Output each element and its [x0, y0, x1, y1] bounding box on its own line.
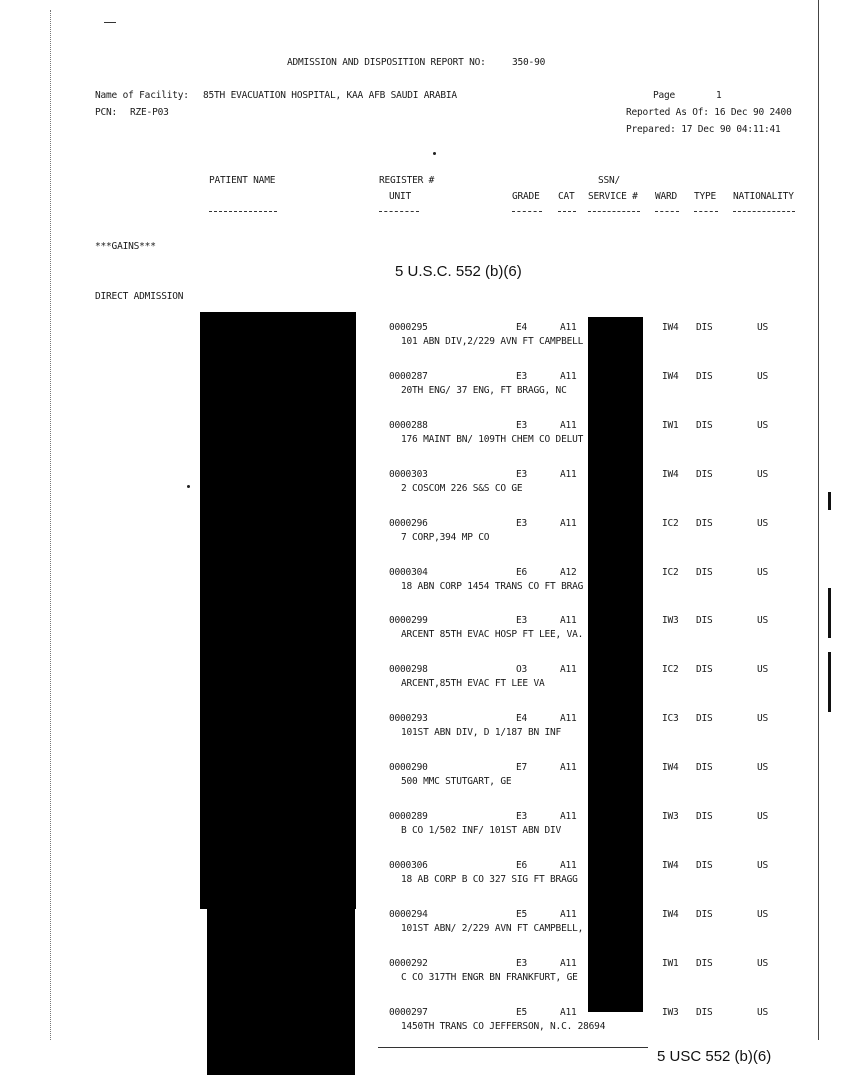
row-unit: 101ST ABN DIV, D 1/187 BN INF	[401, 727, 562, 738]
row-grade: O3	[516, 664, 528, 675]
facility-label: Name of Facility:	[95, 90, 189, 101]
redaction-stamp-top: 5 U.S.C. 552 (b)(6)	[395, 263, 522, 280]
col-register: REGISTER #	[379, 175, 435, 186]
row-cat: A11	[560, 762, 577, 773]
header-underline	[655, 211, 679, 212]
row-cat: A12	[560, 567, 577, 578]
row-nationality: US	[757, 811, 769, 822]
row-ward: IW4	[662, 469, 679, 480]
row-cat: A11	[560, 860, 577, 871]
row-register: 0000303	[389, 469, 428, 480]
row-type: DIS	[696, 420, 713, 431]
row-grade: E6	[516, 567, 528, 578]
row-type: DIS	[696, 615, 713, 626]
row-nationality: US	[757, 1007, 769, 1018]
row-type: DIS	[696, 469, 713, 480]
row-unit: 101 ABN DIV,2/229 AVN FT CAMPBELL	[401, 336, 584, 347]
row-cat: A11	[560, 518, 577, 529]
row-register: 0000292	[389, 958, 428, 969]
header-underline	[512, 211, 542, 212]
row-grade: E4	[516, 322, 528, 333]
row-grade: E5	[516, 1007, 528, 1018]
row-unit: C CO 317TH ENGR BN FRANKFURT, GE	[401, 972, 578, 983]
row-nationality: US	[757, 958, 769, 969]
row-register: 0000288	[389, 420, 428, 431]
row-grade: E7	[516, 762, 528, 773]
row-type: DIS	[696, 518, 713, 529]
row-nationality: US	[757, 762, 769, 773]
row-cat: A11	[560, 420, 577, 431]
row-nationality: US	[757, 518, 769, 529]
col-unit: UNIT	[389, 191, 412, 202]
row-grade: E5	[516, 909, 528, 920]
row-nationality: US	[757, 469, 769, 480]
row-nationality: US	[757, 664, 769, 675]
header-underline	[558, 211, 576, 212]
row-register: 0000294	[389, 909, 428, 920]
row-unit: ARCENT 85TH EVAC HOSP FT LEE, VA.	[401, 629, 584, 640]
row-register: 0000299	[389, 615, 428, 626]
row-type: DIS	[696, 762, 713, 773]
row-cat: A11	[560, 1007, 577, 1018]
row-cat: A11	[560, 713, 577, 724]
scan-mark	[828, 652, 831, 712]
row-ward: IW4	[662, 371, 679, 382]
row-register: 0000297	[389, 1007, 428, 1018]
redaction-block-names-lower	[207, 909, 355, 1075]
row-grade: E3	[516, 811, 528, 822]
redaction-block-names	[200, 312, 356, 909]
row-ward: IW3	[662, 811, 679, 822]
row-grade: E6	[516, 860, 528, 871]
row-grade: E3	[516, 420, 528, 431]
pcn-label: PCN:	[95, 107, 118, 118]
redaction-stamp-bottom: 5 USC 552 (b)(6)	[657, 1048, 772, 1065]
gains-heading: ***GAINS***	[95, 241, 156, 252]
row-ward: IW1	[662, 958, 679, 969]
scan-mark	[828, 588, 831, 638]
row-register: 0000296	[389, 518, 428, 529]
reported-as-of: Reported As Of: 16 Dec 90 2400	[626, 107, 792, 118]
row-cat: A11	[560, 322, 577, 333]
scan-speck	[433, 152, 436, 155]
col-ward: WARD	[655, 191, 678, 202]
report-number: 350-90	[512, 57, 546, 68]
row-ward: IC2	[662, 567, 679, 578]
row-grade: E3	[516, 518, 528, 529]
col-grade: GRADE	[512, 191, 540, 202]
row-type: DIS	[696, 1007, 713, 1018]
redaction-block-ssn	[588, 317, 643, 1012]
row-ward: IW3	[662, 1007, 679, 1018]
row-nationality: US	[757, 371, 769, 382]
row-unit: ARCENT,85TH EVAC FT LEE VA	[401, 678, 545, 689]
row-register: 0000298	[389, 664, 428, 675]
row-cat: A11	[560, 371, 577, 382]
row-grade: E3	[516, 615, 528, 626]
row-grade: E3	[516, 371, 528, 382]
row-register: 0000306	[389, 860, 428, 871]
row-type: DIS	[696, 909, 713, 920]
row-nationality: US	[757, 567, 769, 578]
row-cat: A11	[560, 958, 577, 969]
header-underline	[209, 211, 277, 212]
col-nationality: NATIONALITY	[733, 191, 794, 202]
row-cat: A11	[560, 615, 577, 626]
row-type: DIS	[696, 811, 713, 822]
row-grade: E3	[516, 469, 528, 480]
row-ward: IC2	[662, 664, 679, 675]
row-register: 0000290	[389, 762, 428, 773]
row-unit: 2 COSCOM 226 S&S CO GE	[401, 483, 523, 494]
row-ward: IW4	[662, 762, 679, 773]
row-nationality: US	[757, 615, 769, 626]
row-ward: IW4	[662, 322, 679, 333]
row-ward: IC3	[662, 713, 679, 724]
page-label: Page	[653, 90, 676, 101]
scan-mark	[828, 492, 831, 510]
row-type: DIS	[696, 664, 713, 675]
header-underline	[379, 211, 419, 212]
scan-speck	[187, 485, 190, 488]
row-nationality: US	[757, 322, 769, 333]
row-unit: 500 MMC STUTGART, GE	[401, 776, 512, 787]
page-number: 1	[716, 90, 722, 101]
scan-dash	[104, 22, 116, 23]
row-register: 0000304	[389, 567, 428, 578]
row-grade: E4	[516, 713, 528, 724]
row-unit: 18 ABN CORP 1454 TRANS CO FT BRAG	[401, 581, 584, 592]
row-ward: IW4	[662, 860, 679, 871]
row-register: 0000289	[389, 811, 428, 822]
scan-left-edge	[50, 10, 71, 1040]
row-nationality: US	[757, 909, 769, 920]
col-type: TYPE	[694, 191, 717, 202]
row-type: DIS	[696, 860, 713, 871]
prepared-date: Prepared: 17 Dec 90 04:11:41	[626, 124, 781, 135]
col-ssn: SSN/	[598, 175, 621, 186]
row-register: 0000293	[389, 713, 428, 724]
row-unit: 7 CORP,394 MP CO	[401, 532, 490, 543]
row-unit: 1450TH TRANS CO JEFFERSON, N.C. 28694	[401, 1021, 606, 1032]
col-service: SERVICE #	[588, 191, 638, 202]
pcn-value: RZE-P03	[130, 107, 169, 118]
row-type: DIS	[696, 567, 713, 578]
row-unit: 20TH ENG/ 37 ENG, FT BRAGG, NC	[401, 385, 567, 396]
row-type: DIS	[696, 371, 713, 382]
bottom-rule	[378, 1047, 648, 1048]
row-unit: 176 MAINT BN/ 109TH CHEM CO DELUT	[401, 434, 584, 445]
header-underline	[588, 211, 640, 212]
row-register: 0000295	[389, 322, 428, 333]
header-underline	[733, 211, 795, 212]
row-ward: IW3	[662, 615, 679, 626]
facility-name: 85TH EVACUATION HOSPITAL, KAA AFB SAUDI ARABIA	[203, 90, 457, 101]
header-underline	[694, 211, 718, 212]
row-type: DIS	[696, 958, 713, 969]
row-unit: 101ST ABN/ 2/229 AVN FT CAMPBELL,	[401, 923, 584, 934]
row-unit: 18 AB CORP B CO 327 SIG FT BRAGG	[401, 874, 578, 885]
direct-admission-heading: DIRECT ADMISSION	[95, 291, 184, 302]
row-ward: IW4	[662, 909, 679, 920]
scan-right-edge	[818, 0, 819, 1040]
row-nationality: US	[757, 713, 769, 724]
row-grade: E3	[516, 958, 528, 969]
row-ward: IC2	[662, 518, 679, 529]
row-nationality: US	[757, 420, 769, 431]
row-cat: A11	[560, 664, 577, 675]
col-cat: CAT	[558, 191, 575, 202]
row-unit: B CO 1/502 INF/ 101ST ABN DIV	[401, 825, 562, 836]
row-ward: IW1	[662, 420, 679, 431]
row-type: DIS	[696, 713, 713, 724]
row-type: DIS	[696, 322, 713, 333]
row-cat: A11	[560, 469, 577, 480]
report-title: ADMISSION AND DISPOSITION REPORT NO:	[287, 57, 486, 68]
row-nationality: US	[757, 860, 769, 871]
row-cat: A11	[560, 909, 577, 920]
row-register: 0000287	[389, 371, 428, 382]
row-cat: A11	[560, 811, 577, 822]
col-patient-name: PATIENT NAME	[209, 175, 276, 186]
